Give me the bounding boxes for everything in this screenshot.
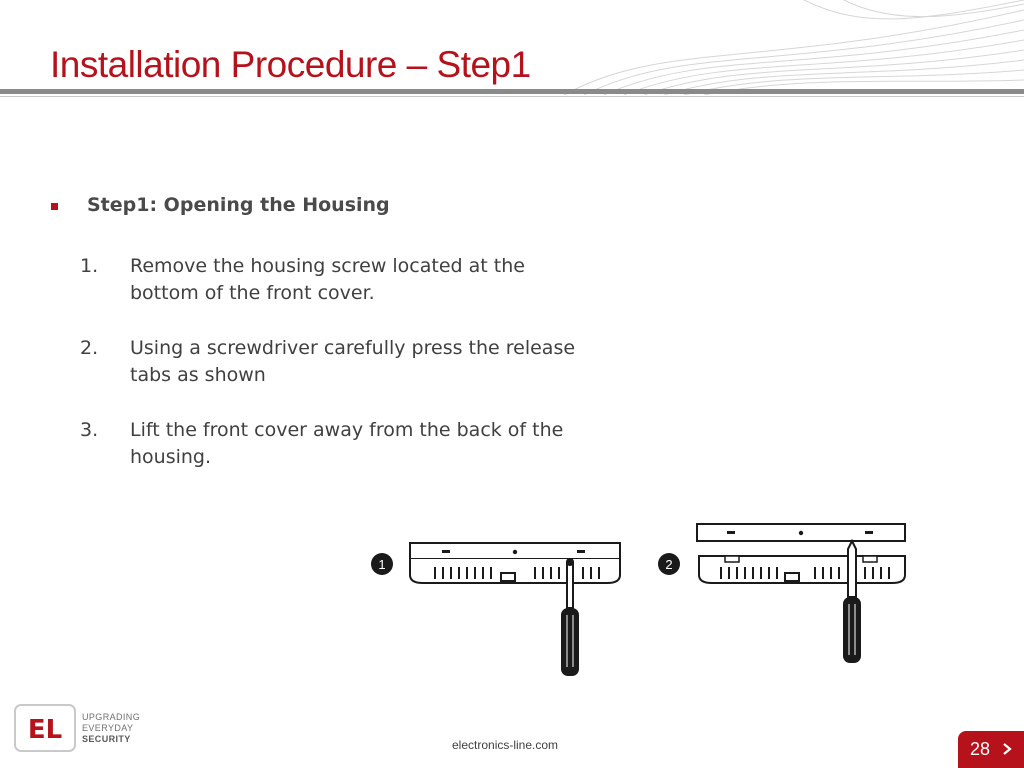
figure-1 bbox=[371, 543, 620, 676]
step-text: Remove the housing screw located at the bottom of the front cover. bbox=[130, 255, 525, 304]
step-number: 1. bbox=[80, 255, 99, 277]
tagline-line: EVERYDAY bbox=[82, 723, 134, 733]
footer-url[interactable]: electronics-line.com bbox=[452, 738, 559, 752]
logo-text: EL bbox=[27, 715, 63, 745]
tagline-line: UPGRADING bbox=[82, 712, 141, 722]
list-item bbox=[80, 335, 600, 389]
page-number: 28 bbox=[970, 739, 991, 759]
bullet-square-icon bbox=[51, 203, 58, 210]
figure-2 bbox=[658, 524, 905, 663]
list-item bbox=[80, 417, 600, 471]
title-divider bbox=[0, 89, 1024, 94]
list-item bbox=[80, 253, 600, 307]
page-number-badge bbox=[958, 731, 1024, 768]
page-title: Installation Procedure – Step1 bbox=[50, 44, 531, 85]
step-number: 3. bbox=[80, 419, 99, 441]
tagline bbox=[82, 712, 140, 745]
step-text: Using a screwdriver carefully press the release tabs as shown bbox=[130, 337, 576, 386]
figure-2-label: 2 bbox=[665, 557, 673, 572]
figure-1-label: 1 bbox=[378, 557, 386, 572]
tagline-line: SECURITY bbox=[82, 734, 131, 744]
step-number: 2. bbox=[80, 337, 99, 359]
step-text: Lift the front cover away from the back of the housing. bbox=[130, 419, 564, 468]
el-logo-icon bbox=[14, 704, 76, 752]
wave-pattern-icon bbox=[504, 0, 1024, 95]
bullet-heading: Step1: Opening the Housing bbox=[87, 194, 390, 216]
next-arrow-icon[interactable] bbox=[1000, 741, 1014, 757]
title-divider-thin bbox=[0, 96, 1024, 97]
housing-illustration bbox=[365, 515, 925, 690]
